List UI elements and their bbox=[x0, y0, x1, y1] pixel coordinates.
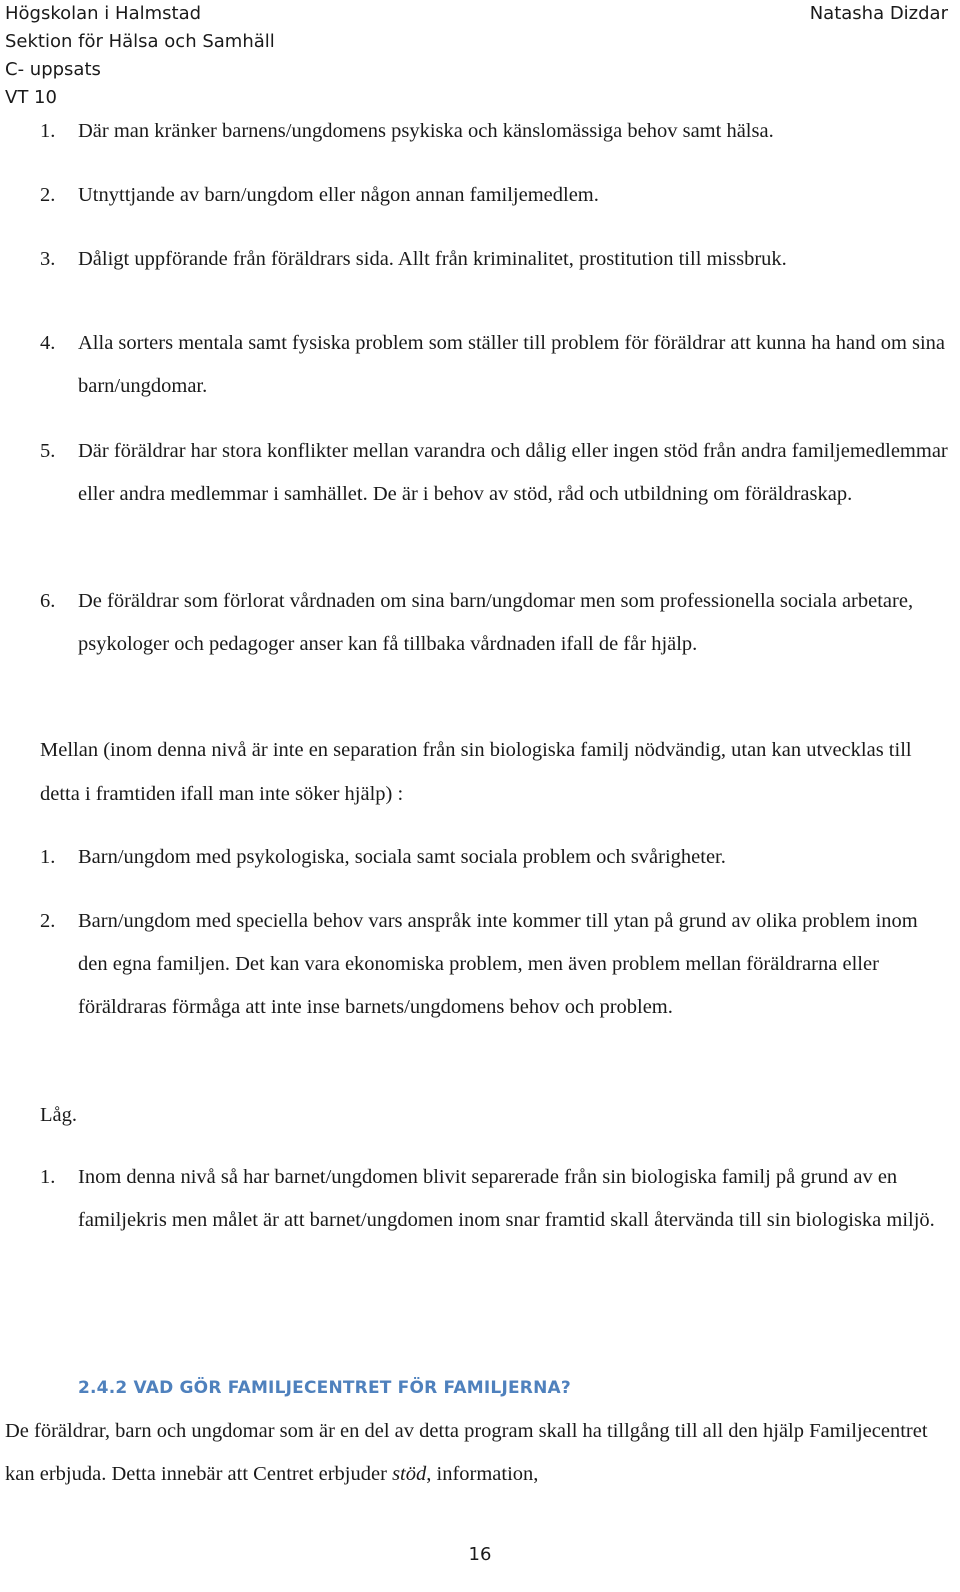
list-item-number: 2. bbox=[40, 184, 56, 206]
section-text-after: , information, bbox=[426, 1463, 539, 1485]
header-institution-block bbox=[5, 0, 275, 112]
list-item bbox=[40, 430, 950, 516]
list-item-number: 3. bbox=[40, 248, 56, 270]
list-item-text: Utnyttjande av barn/ungdom eller någon annan familjemedlem. bbox=[78, 184, 599, 206]
list-item-number: 1. bbox=[40, 120, 56, 142]
list-item-number: 1. bbox=[40, 1166, 56, 1188]
section-text-emphasis: stöd bbox=[392, 1463, 427, 1485]
header-line: Sektion för Hälsa och Samhäll bbox=[5, 31, 275, 52]
list-item-number: 6. bbox=[40, 590, 56, 612]
list-item-text: Barn/ungdom med speciella behov vars anspråk inte kommer till ytan på grund av olika problem inom den egna familjen. Det kan vara ekonomiska problem, men även problem mellan föräldrarna eller föräldraras förmåga att inte inse barnets/ungdomens behov och problem. bbox=[78, 910, 918, 1018]
list-item-text: Dåligt uppförande från föräldrars sida. Allt från kriminalitet, prostitution till missbruk. bbox=[78, 248, 787, 270]
level-intro-paragraph: Mellan (inom denna nivå är inte en separation från sin biologiska familj nödvändig, utan kan utvecklas till detta i framtiden ifall man inte söker hjälp) : bbox=[40, 739, 912, 805]
list-item-number: 4. bbox=[40, 332, 56, 354]
section-text-before: De föräldrar, barn och ungdomar som är en del av detta program skall ha tillgång till all den hjälp Familjecentret kan erbjuda. Detta innebär att Centret erbjuder bbox=[5, 1420, 928, 1485]
header-line: Högskolan i Halmstad bbox=[5, 3, 202, 24]
list-item-text: Barn/ungdom med psykologiska, sociala samt sociala problem och svårigheter. bbox=[78, 846, 726, 868]
list-item-number: 5. bbox=[40, 440, 56, 462]
list-item-text: Där man kränker barnens/ungdomens psykiska och känslomässiga behov samt hälsa. bbox=[78, 120, 774, 142]
list-item bbox=[40, 836, 950, 879]
level-label: Låg. bbox=[40, 1104, 77, 1126]
list-item bbox=[40, 322, 950, 408]
list-item bbox=[40, 174, 950, 217]
list-item bbox=[40, 1156, 950, 1242]
list-item bbox=[40, 900, 950, 1029]
list-item bbox=[40, 238, 950, 281]
list-item-number: 2. bbox=[40, 910, 56, 932]
section-paragraph bbox=[5, 1410, 950, 1496]
header-line: C- uppsats bbox=[5, 59, 101, 80]
section-heading: 2.4.2 VAD GÖR FAMILJECENTRET FÖR FAMILJERNA? bbox=[78, 1378, 571, 1398]
list-item bbox=[40, 110, 950, 153]
page-number: 16 bbox=[468, 1544, 492, 1565]
header-line: VT 10 bbox=[5, 87, 57, 108]
list-item-text: Inom denna nivå så har barnet/ungdomen blivit separerade från sin biologiska familj på grund av en familjekris men målet är att barnet/ungdomen inom snar framtid skall återvända till sin biologiska miljö. bbox=[78, 1166, 935, 1231]
list-item bbox=[40, 580, 950, 666]
list-item-number: 1. bbox=[40, 846, 56, 868]
list-item-text: Alla sorters mentala samt fysiska problem som ställer till problem för föräldrar att kunna ha hand om sina barn/ungdomar. bbox=[78, 332, 946, 397]
list-item-text: De föräldrar som förlorat vårdnaden om sina barn/ungdomar men som professionella sociala arbetare, psykologer och pedagoger anser kan få tillbaka vårdnaden ifall de får hjälp. bbox=[78, 590, 914, 655]
list-item-text: Där föräldrar har stora konflikter mellan varandra och dålig eller ingen stöd från andra familjemedlemmar eller andra medlemmar i samhället. De är i behov av stöd, råd och utbildning om föräldraskap. bbox=[78, 440, 948, 505]
header-author: Natasha Dizdar bbox=[809, 3, 948, 24]
